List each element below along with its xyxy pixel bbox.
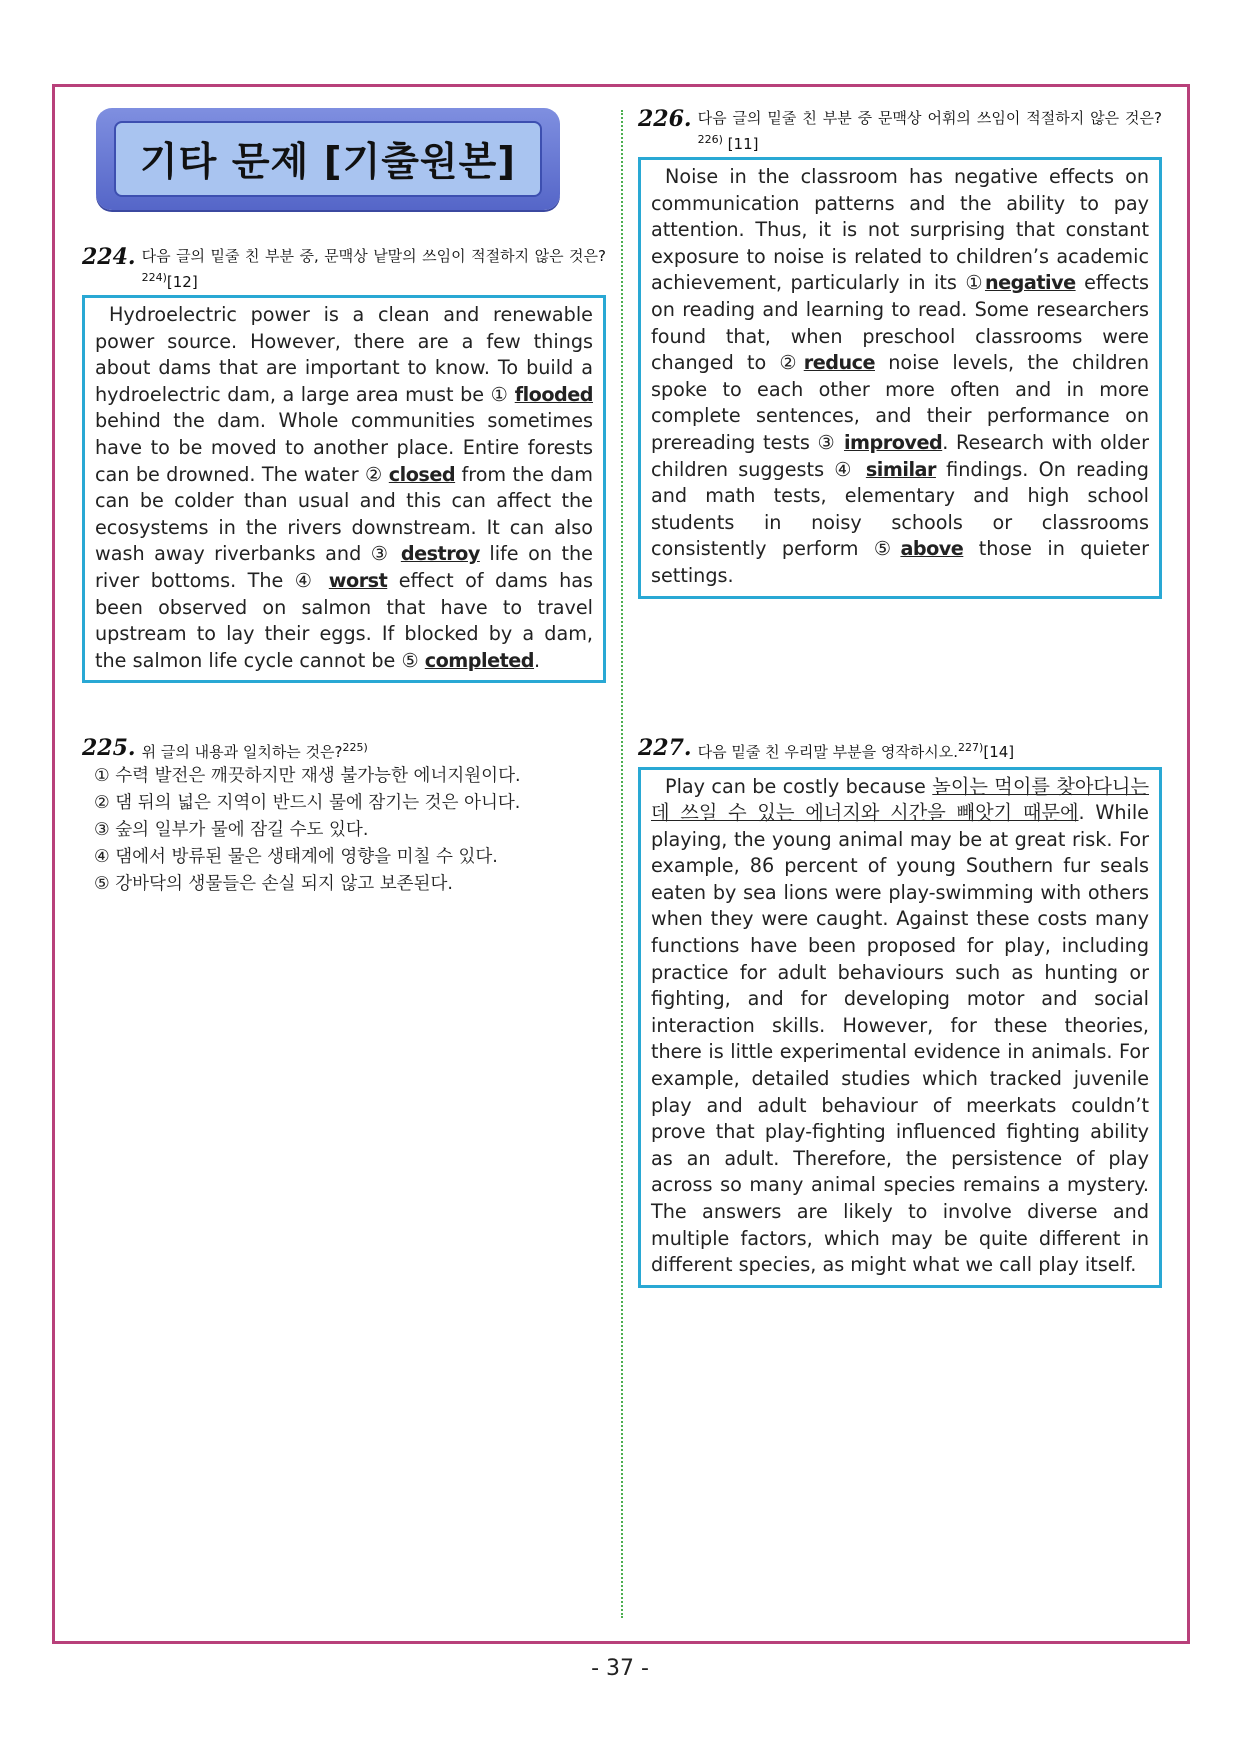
q225-option: ① 수력 발전은 깨끗하지만 재생 불가능한 에너지원이다. bbox=[94, 766, 521, 787]
q226-keyword-5: above bbox=[900, 537, 964, 561]
q224-footnote: 224) bbox=[141, 271, 167, 284]
title-banner bbox=[96, 108, 560, 210]
q224-question: 다음 글의 밑줄 친 부분 중, 문맥상 낱말의 쓰임이 적절하지 않은 것은?$^{224)}$[12] bbox=[141, 247, 606, 291]
column-divider bbox=[621, 110, 623, 1618]
q227-question: 다음 밑줄 친 우리말 부분을 영작하시오.$^{227)}$[14] bbox=[697, 740, 1015, 761]
title-banner-inner bbox=[114, 121, 542, 197]
q225-footnote: 225) bbox=[342, 741, 368, 755]
q226-keyword-3: improved bbox=[843, 430, 943, 454]
q225-options bbox=[94, 763, 606, 898]
q227-number: 227. bbox=[638, 734, 692, 761]
q225-option: ④ 댐에서 방류된 물은 생태계에 영향을 미칠 수 있다. bbox=[94, 847, 498, 868]
q225-option: ③ 숲의 일부가 물에 잠길 수도 있다. bbox=[94, 820, 369, 841]
q224-passage: Hydroelectric power is a clean and renewable power source. However, there are a few things about dams that are important to know. To build a hydroelectric dam, a large area must be ① flooded behind the dam. Whole communities sometimes have to be moved to another place. Entire forests can be drowned. The water ② closed from the dam can be colder than usual and this can affect the ecosystems in the rivers downstream. It can also wash away riverbanks and ③ destroy life on the river bottoms. The ④ worst effect of dams has been observed on salmon that have to travel upstream to lay their eggs. If blocked by a dam, the salmon life cycle cannot be ⑤ completed. bbox=[82, 295, 606, 683]
q226-keyword-2: reduce bbox=[803, 351, 875, 375]
q226-question: 다음 글의 밑줄 친 부분 중 문맥상 어휘의 쓰임이 적절하지 않은 것은?$^{226)}$ [11] bbox=[697, 109, 1162, 153]
q224-keyword-1: flooded bbox=[514, 382, 593, 406]
q224-keyword-3: destroy bbox=[400, 542, 480, 566]
left-column bbox=[82, 108, 606, 898]
q225-heading bbox=[82, 737, 606, 763]
q225-option: ② 댐 뒤의 넓은 지역이 반드시 물에 잠기는 것은 아니다. bbox=[94, 793, 521, 814]
q225-option: ⑤ 강바닥의 생물들은 손실 되지 않고 보존된다. bbox=[94, 874, 453, 895]
q227-footnote: 227) bbox=[958, 740, 984, 754]
page-number: - 37 - bbox=[591, 1656, 649, 1681]
q226-number: 226. bbox=[638, 106, 692, 132]
page-title: 기타 문제 [기출원본] bbox=[139, 140, 517, 185]
q226-keyword-1: negative bbox=[984, 271, 1076, 295]
q224-number: 224. bbox=[82, 244, 136, 270]
q224-keyword-2: closed bbox=[388, 462, 456, 486]
q226-points: [11] bbox=[727, 135, 759, 153]
q226-heading bbox=[638, 108, 1162, 155]
q227-heading bbox=[638, 734, 1162, 763]
q226-passage: Noise in the classroom has negative effects on communication patterns and the ability to pay attention. Thus, it is not surprising that constant exposure to noise is related to children’s academic achievement, particularly in its ①negative effects on reading and learning to read. Some researchers found that, when preschool classrooms were changed to ②reduce noise levels, the children spoke to each other more often and in more complete sentences, and their performance on prereading tests ③ improved. Research with older children suggests ④ similar findings. On reading and math tests, elementary and high school students in noisy schools or classrooms consistently perform ⑤above those in quieter settings. bbox=[638, 157, 1162, 599]
q225-question: 위 글의 내용과 일치하는 것은?$^{225)}$ bbox=[141, 741, 368, 762]
q225-number: 225. bbox=[82, 735, 136, 762]
q224-keyword-5: completed bbox=[424, 648, 535, 672]
q227-passage: Play can be costly because 놀이는 먹이를 찾아다니는 데 쓰일 수 있는 에너지와 시간을 빼앗기 때문에. While playing, the young animal may be at great risk. For example, 86 percent of young Southern fur seals eaten by sea lions were play-swimming with others when they were caught. Against these costs many functions have been proposed for play, including practice for adult behaviours such as hunting or fighting, and for developing motor and social interaction skills. However, for these theories, there is little experimental evidence in animals. For example, detailed studies which tracked juvenile play and adult behaviour of meerkats couldn’t prove that play-fighting influenced fighting ability as an adult. Therefore, the persistence of play across so many animal species remains a mystery. The answers are likely to involve diverse and multiple factors, which may be quite different in different species, as might what we call play itself. bbox=[638, 767, 1162, 1288]
q226-footnote: 226) bbox=[697, 133, 723, 146]
q224-keyword-4: worst bbox=[328, 568, 388, 592]
right-column bbox=[638, 108, 1162, 1288]
q224-heading bbox=[82, 246, 606, 293]
q226-keyword-4: similar bbox=[865, 457, 936, 481]
q227-korean-underlined: 놀이는 먹이를 찾아다니는 데 쓰일 수 있는 에너지와 시간을 빼앗기 때문에 bbox=[651, 774, 1149, 825]
q224-points: [12] bbox=[166, 273, 198, 291]
q227-points: [14] bbox=[983, 742, 1015, 761]
